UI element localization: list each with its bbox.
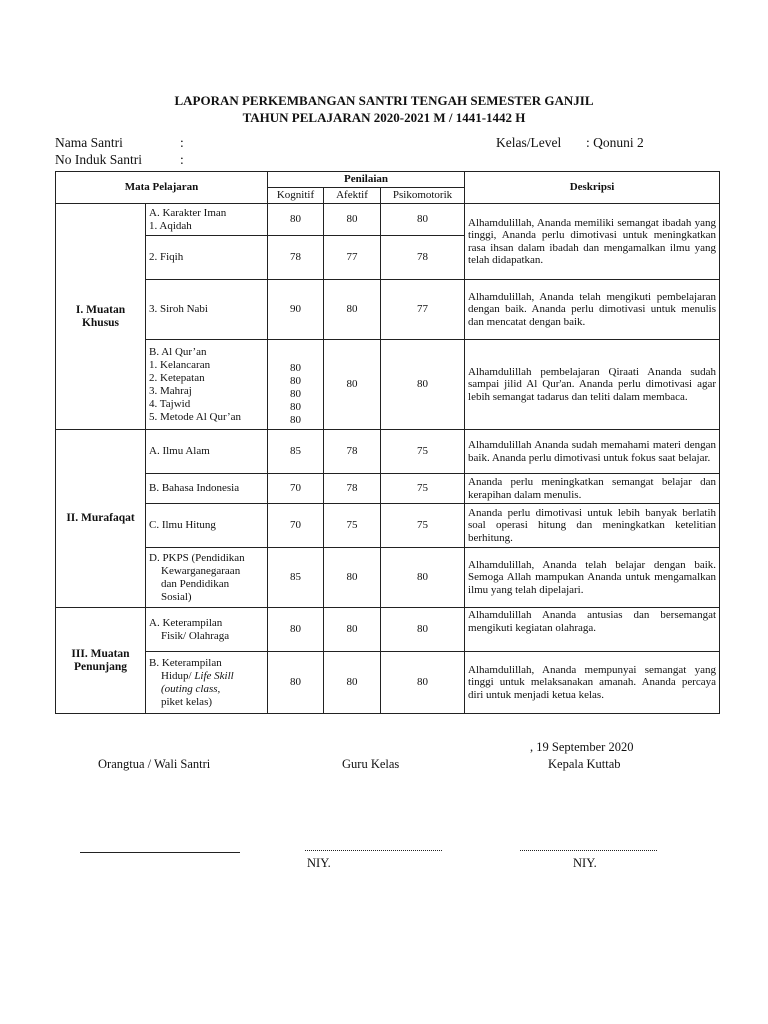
fisik-line1: A. Keterampilan (149, 616, 223, 629)
fisik-line2: Fisik/ Olahraga (161, 629, 230, 642)
signature-line-kepala (520, 850, 657, 851)
quran-afektif: 80 (324, 340, 381, 430)
hitung-kognitif: 70 (268, 504, 324, 548)
niy-guru: NIY. (307, 856, 331, 870)
subject-pkps (146, 548, 268, 608)
bahasa-kognitif: 70 (268, 474, 324, 504)
bahasa-afektif: 78 (324, 474, 381, 504)
report-date: , 19 September 2020 (530, 740, 634, 754)
subject-aqidah-label: 1. Aqidah (149, 219, 192, 232)
quran-kognitif-2: 80 (290, 375, 301, 387)
ilmu-alam-afektif: 78 (324, 430, 381, 474)
no-induk-colon: : (180, 152, 184, 167)
hidup-line1: B. Keterampilan (149, 656, 222, 669)
quran-ketepatan: 2. Ketepatan (149, 371, 205, 384)
quran-kelancaran: 1. Kelancaran (149, 358, 211, 371)
siroh-afektif: 80 (324, 280, 381, 340)
pkps-afektif: 80 (324, 548, 381, 608)
header-kognitif: Kognitif (268, 188, 324, 204)
pkps-kognitif: 85 (268, 548, 324, 608)
bahasa-psikomotorik: 75 (381, 474, 465, 504)
report-title-line1: LAPORAN PERKEMBANGAN SANTRI TENGAH SEMESTER GANJIL (174, 93, 594, 108)
quran-metode: 5. Metode Al Qur’an (149, 410, 242, 423)
hidup-line4: piket kelas) (161, 695, 213, 708)
quran-kognitif-5: 80 (290, 414, 301, 426)
quran-kognitif-3: 80 (290, 388, 301, 400)
header-penilaian: Penilaian (268, 172, 465, 188)
quran-kognitif-4: 80 (290, 401, 301, 413)
subject-siroh-nabi: 3. Siroh Nabi (146, 280, 268, 340)
aqidah-psikomotorik: 80 (381, 204, 465, 236)
header-afektif: Afektif (324, 188, 381, 204)
hidup-deskripsi: Alhamdulillah, Ananda mempunyai semangat yang tinggi untuk melaksanakan amanah. Ananda percaya diri untuk menjadi ketua kelas. (465, 652, 720, 714)
hidup-psikomotorik: 80 (381, 652, 465, 714)
report-table (55, 171, 720, 714)
quran-kognitif-1: 80 (290, 362, 301, 374)
section-muatan-penunjang: III. Muatan Penunjang (56, 608, 146, 714)
report-title-line2: TAHUN PELAJARAN 2020-2021 M / 1441-1442 H (242, 110, 526, 125)
fisik-afektif: 80 (324, 608, 381, 652)
fiqih-kognitif: 78 (268, 236, 324, 280)
quran-head: B. Al Qur’an (149, 345, 207, 358)
hidup-line3 (149, 683, 264, 696)
hitung-psikomotorik: 75 (381, 504, 465, 548)
bahasa-deskripsi: Ananda perlu meningkatkan semangat belajar dan kerapihan dalam menulis. (465, 474, 720, 504)
hidup-afektif: 80 (324, 652, 381, 714)
pkps-line1: D. PKPS (Pendidikan (149, 551, 245, 564)
subject-keterampilan-hidup (146, 652, 268, 714)
header-psikomotorik: Psikomotorik (381, 188, 465, 204)
quran-mahraj: 3. Mahraj (149, 384, 192, 397)
pkps-deskripsi: Alhamdulillah, Ananda telah belajar dengan baik. Semoga Allah mampukan Ananda untuk mengamalkan ilmu yang telah dipelajari. (465, 548, 720, 608)
siroh-deskripsi: Alhamdulillah, Ananda telah mengikuti pembelajaran dengan baik. Ananda perlu dimotivasi untuk menulis dan mencatat dengan baik. (465, 280, 720, 340)
subject-karakter-iman: A. Karakter Iman (149, 206, 227, 219)
subject-keterampilan-fisik (146, 608, 268, 652)
subject-ilmu-hitung: C. Ilmu Hitung (146, 504, 268, 548)
fisik-kognitif: 80 (268, 608, 324, 652)
subject-fiqih: 2. Fiqih (146, 236, 268, 280)
kelas-label: Kelas/Level (496, 135, 562, 150)
aqidah-afektif: 80 (324, 204, 381, 236)
subject-aqidah (146, 204, 268, 236)
siroh-kognitif: 90 (268, 280, 324, 340)
ilmu-alam-kognitif: 85 (268, 430, 324, 474)
no-induk-label: No Induk Santri (55, 152, 142, 167)
pkps-line3: dan Pendidikan (161, 577, 230, 590)
quran-psikomotorik: 80 (381, 340, 465, 430)
signature-line-orangtua (80, 852, 240, 853)
fisik-psikomotorik: 80 (381, 608, 465, 652)
karakter-deskripsi: Alhamdulillah, Ananda memiliki semangat ibadah yang tinggi, Ananda perlu dimotivasi untuk meningkatkan rasa ihsan dalam ibadah dan mengamalkan ilmu yang telah didapatkan. (465, 204, 720, 280)
ilmu-alam-deskripsi: Alhamdulillah Ananda sudah memahami materi dengan baik. Ananda perlu dimotivasi untuk fokus saat belajar. (465, 430, 720, 474)
hidup-line2a: Hidup/ (161, 669, 195, 682)
nama-santri-colon: : (180, 135, 184, 150)
quran-tajwid: 4. Tajwid (149, 397, 191, 410)
hidup-kognitif: 80 (268, 652, 324, 714)
kelas-value: : Qonuni 2 (586, 135, 644, 150)
hidup-line2b: Life Skill (194, 669, 234, 682)
quran-kognitif (268, 340, 324, 430)
hidup-line2 (149, 670, 264, 683)
ilmu-alam-psikomotorik: 75 (381, 430, 465, 474)
section-muatan-khusus: I. Muatan Khusus (56, 204, 146, 430)
signature-guru-label: Guru Kelas (342, 757, 400, 771)
subject-ilmu-alam: A. Ilmu Alam (146, 430, 268, 474)
section-murafaqat: II. Murafaqat (56, 430, 146, 608)
pkps-psikomotorik: 80 (381, 548, 465, 608)
siroh-psikomotorik: 77 (381, 280, 465, 340)
pkps-line4: Sosial) (161, 590, 192, 603)
hitung-afektif: 75 (324, 504, 381, 548)
fisik-deskripsi: Alhamdulillah Ananda antusias dan bersemangat mengikuti kegiatan olahraga. (465, 608, 720, 652)
nama-santri-label: Nama Santri (55, 135, 123, 150)
aqidah-kognitif: 80 (268, 204, 324, 236)
hitung-deskripsi: Ananda perlu dimotivasi untuk lebih banyak berlatih soal operasi hitung dan meningkatkan ketelitian berhitung. (465, 504, 720, 548)
header-mata-pelajaran: Mata Pelajaran (56, 172, 268, 204)
signature-line-guru (305, 850, 442, 851)
header-deskripsi: Deskripsi (465, 172, 720, 204)
signature-kepala-label: Kepala Kuttab (548, 757, 621, 771)
subject-bahasa-indonesia: B. Bahasa Indonesia (146, 474, 268, 504)
fiqih-psikomotorik: 78 (381, 236, 465, 280)
signature-orangtua-label: Orangtua / Wali Santri (98, 757, 211, 771)
quran-deskripsi: Alhamdulillah pembelajaran Qiraati Ananda sudah sampai jilid Al Qur'an. Ananda perlu dimotivasi agar lebih semangat tadarus dan teliti dalam membaca. (465, 340, 720, 430)
niy-kepala: NIY. (573, 856, 597, 870)
subject-al-quran (146, 340, 268, 430)
fiqih-afektif: 77 (324, 236, 381, 280)
hidup-line3-text: (outing class, (161, 682, 221, 695)
pkps-line2: Kewarganegaraan (161, 564, 241, 577)
